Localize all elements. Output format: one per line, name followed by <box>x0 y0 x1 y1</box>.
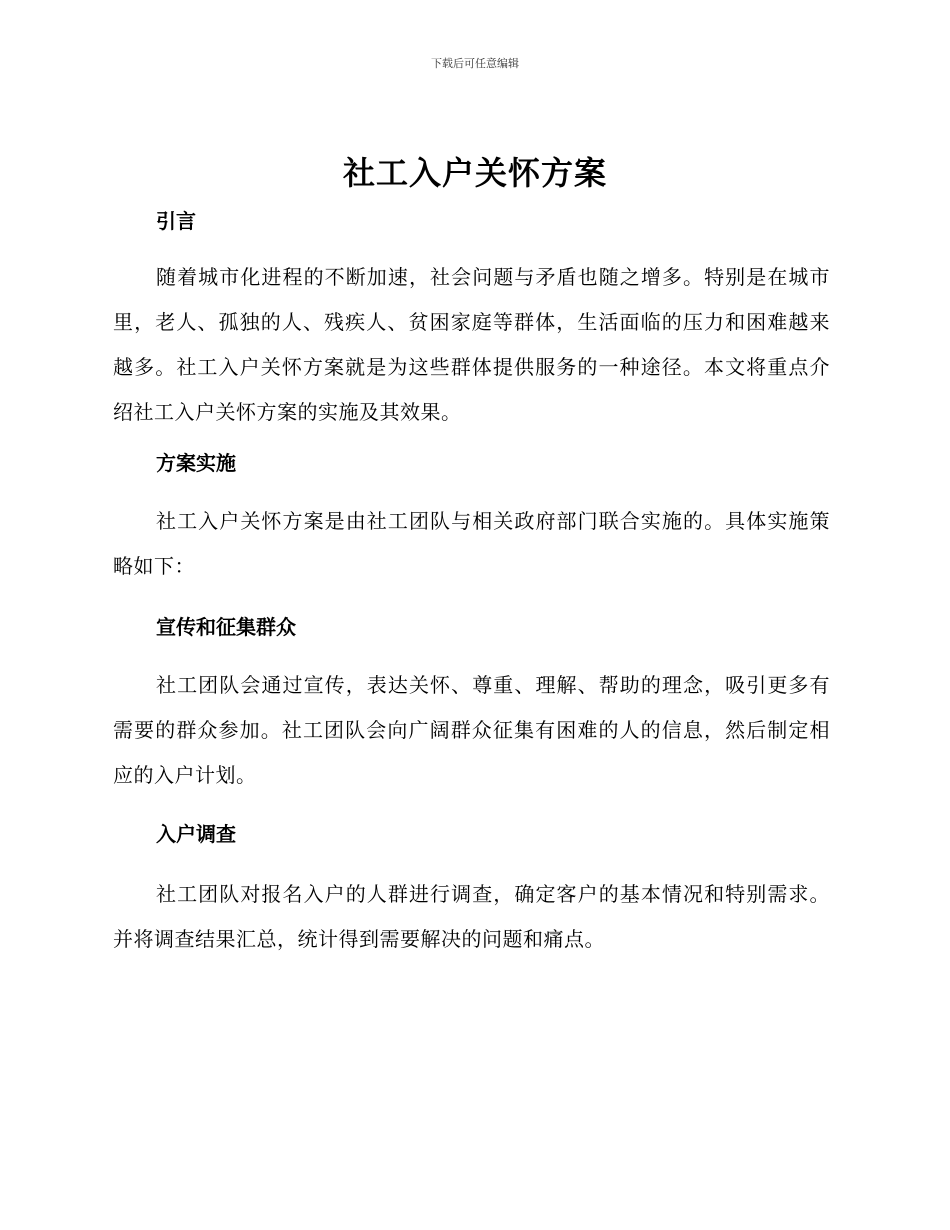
document-body <box>113 205 830 962</box>
header-note: 下载后可任意编辑 <box>431 57 519 70</box>
section-heading-promotion: 宣传和征集群众 <box>156 615 296 639</box>
paragraph-implementation: 社工入户关怀方案是由社工团队与相关政府部门联合实施的。具体实施策略如下： <box>113 509 830 578</box>
paragraph-intro: 随着城市化进程的不断加速，社会问题与矛盾也随之增多。特别是在城市里，老人、孤独的人、残疾人、贫困家庭等群体，生活面临的压力和困难越来越多。社工入户关怀方案就是为这些群体提供服务的一种途径。本文将重点介绍社工入户关怀方案的实施及其效果。 <box>113 265 830 424</box>
paragraph-promotion: 社工团队会通过宣传，表达关怀、尊重、理解、帮助的理念，吸引更多有需要的群众参加。社工团队会向广阔群众征集有困难的人的信息，然后制定相应的入户计划。 <box>113 673 830 787</box>
section-heading-intro: 引言 <box>156 209 196 233</box>
section-heading-implementation: 方案实施 <box>156 451 236 475</box>
paragraph-survey: 社工团队对报名入户的人群进行调查，确定客户的基本情况和特别需求。并将调查结果汇总，统计得到需要解决的问题和痛点。 <box>113 882 830 951</box>
section-heading-survey: 入户调查 <box>156 822 236 846</box>
document-title: 社工入户关怀方案 <box>342 154 607 192</box>
